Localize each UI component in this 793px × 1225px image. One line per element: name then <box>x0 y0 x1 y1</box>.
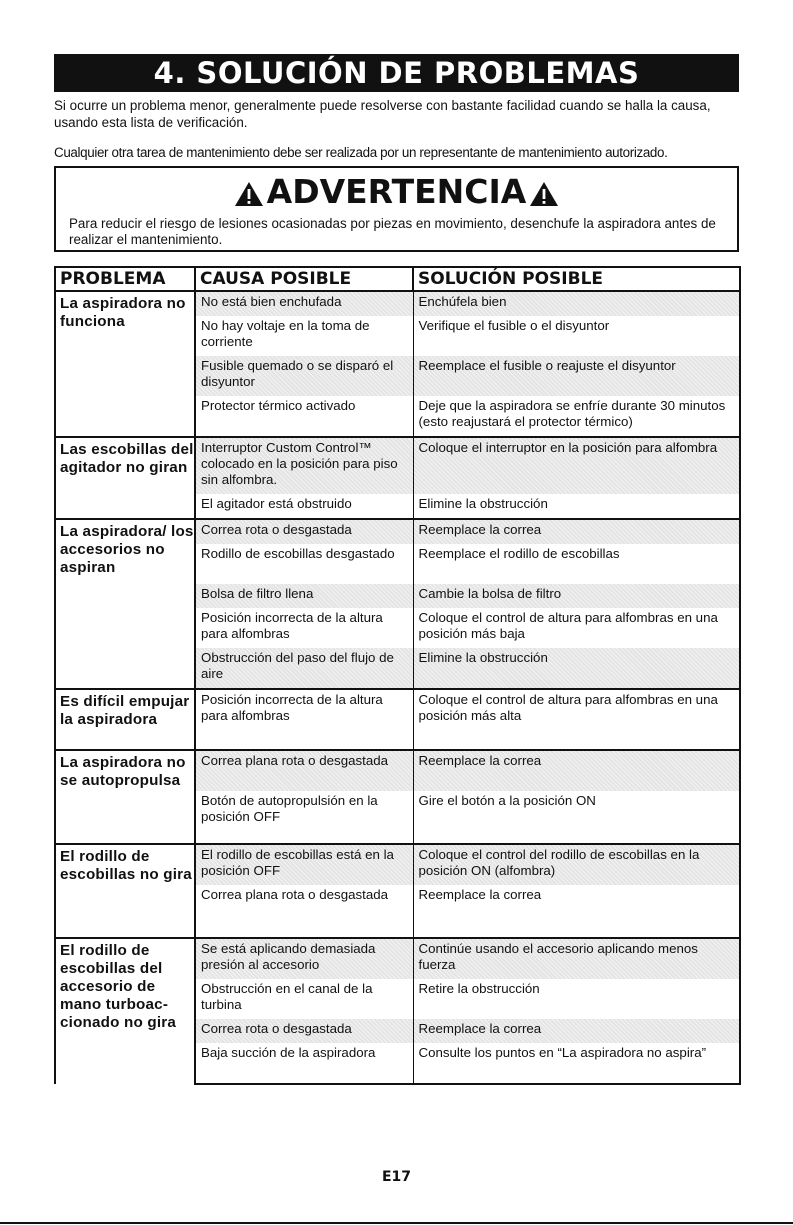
solution-text: Reemplace el rodillo de escobillas <box>418 546 620 561</box>
solution-text: Cambie la bolsa de filtro <box>414 584 740 608</box>
cause-cell <box>195 648 413 689</box>
cause-text: No hay voltaje en la toma de corriente <box>201 318 370 349</box>
solution-cell <box>413 938 740 979</box>
problem-cell: El rodillo de escobillas del accesorio de mano turboac- cionado no gira <box>55 938 195 1084</box>
cause-cell <box>195 584 413 608</box>
cause-text: Posición incorrecta de la altura para alfombras <box>201 610 383 641</box>
solution-cell <box>413 979 740 1019</box>
solution-text: Reemplace el fusible o reajuste el disyuntor <box>414 356 740 396</box>
solution-cell <box>413 689 740 750</box>
cause-text: Obstrucción en el canal de la turbina <box>201 981 373 1012</box>
warning-box <box>54 166 739 252</box>
problem-cell: La aspiradora/ los accesorios no aspiran <box>55 519 195 689</box>
cause-cell <box>195 396 413 437</box>
cause-cell <box>195 791 413 844</box>
troubleshooting-table <box>54 266 741 1085</box>
solution-cell <box>413 437 740 494</box>
solution-cell <box>413 648 740 689</box>
solution-cell <box>413 316 740 356</box>
cause-text: Correa plana rota o desgastada <box>196 751 413 791</box>
cause-cell <box>195 885 413 938</box>
solution-text: Verifique el fusible o el disyuntor <box>418 318 610 333</box>
solution-cell <box>413 544 740 584</box>
solution-cell <box>413 494 740 519</box>
solution-text: Reemplace la correa <box>414 1019 740 1043</box>
table-row <box>55 750 740 791</box>
intro-paragraph: Si ocurre un problema menor, generalmente puede resolverse con bastante facilidad cuando se halla la causa, usando esta lista de verificación. <box>54 98 711 130</box>
page-number: E17 <box>381 1169 412 1185</box>
cause-cell <box>195 608 413 648</box>
table-header-row <box>55 267 740 291</box>
table-row <box>55 519 740 544</box>
solution-text: Elimine la obstrucción <box>414 648 740 688</box>
maintenance-note: Cualquier otra tarea de mantenimiento debe ser realizada por un representante de mantenimiento autorizado. <box>54 145 668 160</box>
cause-cell <box>195 844 413 885</box>
problem-cell: Las escobillas del agitador no giran <box>55 437 195 519</box>
cause-cell <box>195 938 413 979</box>
cause-text: Baja succión de la aspiradora <box>201 1045 376 1060</box>
warning-heading <box>56 172 737 212</box>
solution-text: Deje que la aspiradora se enfríe durante 30 minutos (esto reajustará el protector térmico) <box>418 398 726 429</box>
solution-cell <box>413 519 740 544</box>
header-problem: PROBLEMA <box>55 267 195 291</box>
bottom-rule <box>0 1222 793 1224</box>
header-cause: CAUSA POSIBLE <box>195 267 413 291</box>
table-row <box>55 689 740 750</box>
solution-text: Elimine la obstrucción <box>418 496 548 511</box>
cause-cell <box>195 519 413 544</box>
page-title: 4. SOLUCIÓN DE PROBLEMAS <box>54 54 739 92</box>
problem-cell: La aspiradora no se autopropulsa <box>55 750 195 844</box>
solution-cell <box>413 584 740 608</box>
cause-text: No está bien enchufada <box>196 292 413 316</box>
cause-cell <box>195 750 413 791</box>
solution-text: Reemplace la correa <box>414 751 740 791</box>
cause-cell <box>195 544 413 584</box>
solution-text: Continúe usando el accesorio aplicando menos fuerza <box>414 939 740 979</box>
warning-triangle-icon <box>529 181 559 207</box>
cause-cell <box>195 316 413 356</box>
cause-text: Correa rota o desgastada <box>196 520 413 544</box>
solution-text: Gire el botón a la posición ON <box>418 793 596 808</box>
cause-cell <box>195 494 413 519</box>
solution-cell <box>413 750 740 791</box>
warning-text: Para reducir el riesgo de lesiones ocasionadas por piezas en movimiento, desenchufe la aspiradora antes de realizar el mantenimiento. <box>69 216 716 247</box>
cause-cell <box>195 1019 413 1043</box>
cause-cell <box>195 356 413 396</box>
solution-cell <box>413 356 740 396</box>
solution-text: Coloque el control del rodillo de escobillas en la posición ON (alfombra) <box>414 845 740 885</box>
cause-text: Rodillo de escobillas desgastado <box>201 546 395 561</box>
cause-text: Botón de autopropulsión en la posición OFF <box>201 793 378 824</box>
solution-text: Coloque el control de altura para alfombras en una posición más baja <box>418 610 718 641</box>
cause-text: El rodillo de escobillas está en la posición OFF <box>196 845 413 885</box>
cause-cell <box>195 1043 413 1084</box>
solution-cell <box>413 885 740 938</box>
solution-cell <box>413 844 740 885</box>
cause-text: Correa rota o desgastada <box>196 1019 413 1043</box>
warning-triangle-icon <box>234 181 264 207</box>
solution-text: Coloque el control de altura para alfombras en una posición más alta <box>418 692 718 723</box>
cause-text: El agitador está obstruido <box>201 496 352 511</box>
solution-text: Reemplace la correa <box>418 887 542 902</box>
cause-text: Posición incorrecta de la altura para alfombras <box>201 692 383 723</box>
cause-text: Bolsa de filtro llena <box>196 584 413 608</box>
cause-cell <box>195 437 413 494</box>
solution-cell <box>413 396 740 437</box>
table-row <box>55 844 740 885</box>
solution-text: Reemplace la correa <box>414 520 740 544</box>
solution-text: Consulte los puntos en “La aspiradora no aspira” <box>418 1045 707 1060</box>
table-row <box>55 938 740 979</box>
solution-text: Enchúfela bien <box>414 292 740 316</box>
solution-cell <box>413 608 740 648</box>
cause-cell <box>195 689 413 750</box>
table-row <box>55 437 740 494</box>
cause-cell <box>195 291 413 316</box>
solution-text: Retire la obstrucción <box>418 981 540 996</box>
problem-cell: El rodillo de escobillas no gira <box>55 844 195 938</box>
header-solution: SOLUCIÓN POSIBLE <box>413 267 740 291</box>
solution-cell <box>413 291 740 316</box>
cause-text: Correa plana rota o desgastada <box>201 887 389 902</box>
solution-cell <box>413 1043 740 1084</box>
solution-cell <box>413 1019 740 1043</box>
cause-text: Obstrucción del paso del flujo de aire <box>196 648 413 688</box>
cause-text: Protector térmico activado <box>201 398 356 413</box>
cause-text: Se está aplicando demasiada presión al accesorio <box>196 939 413 979</box>
cause-cell <box>195 979 413 1019</box>
cause-text: Interruptor Custom Control™ colocado en la posición para piso sin alfombra. <box>196 438 413 494</box>
table-row <box>55 291 740 316</box>
warning-title: ADVERTENCIA <box>266 172 527 211</box>
cause-text: Fusible quemado o se disparó el disyuntor <box>196 356 413 396</box>
solution-cell <box>413 791 740 844</box>
problem-cell: Es difícil empujar la aspiradora <box>55 689 195 750</box>
problem-cell: La aspiradora no funciona <box>55 291 195 437</box>
solution-text: Coloque el interruptor en la posición para alfombra <box>414 438 740 494</box>
